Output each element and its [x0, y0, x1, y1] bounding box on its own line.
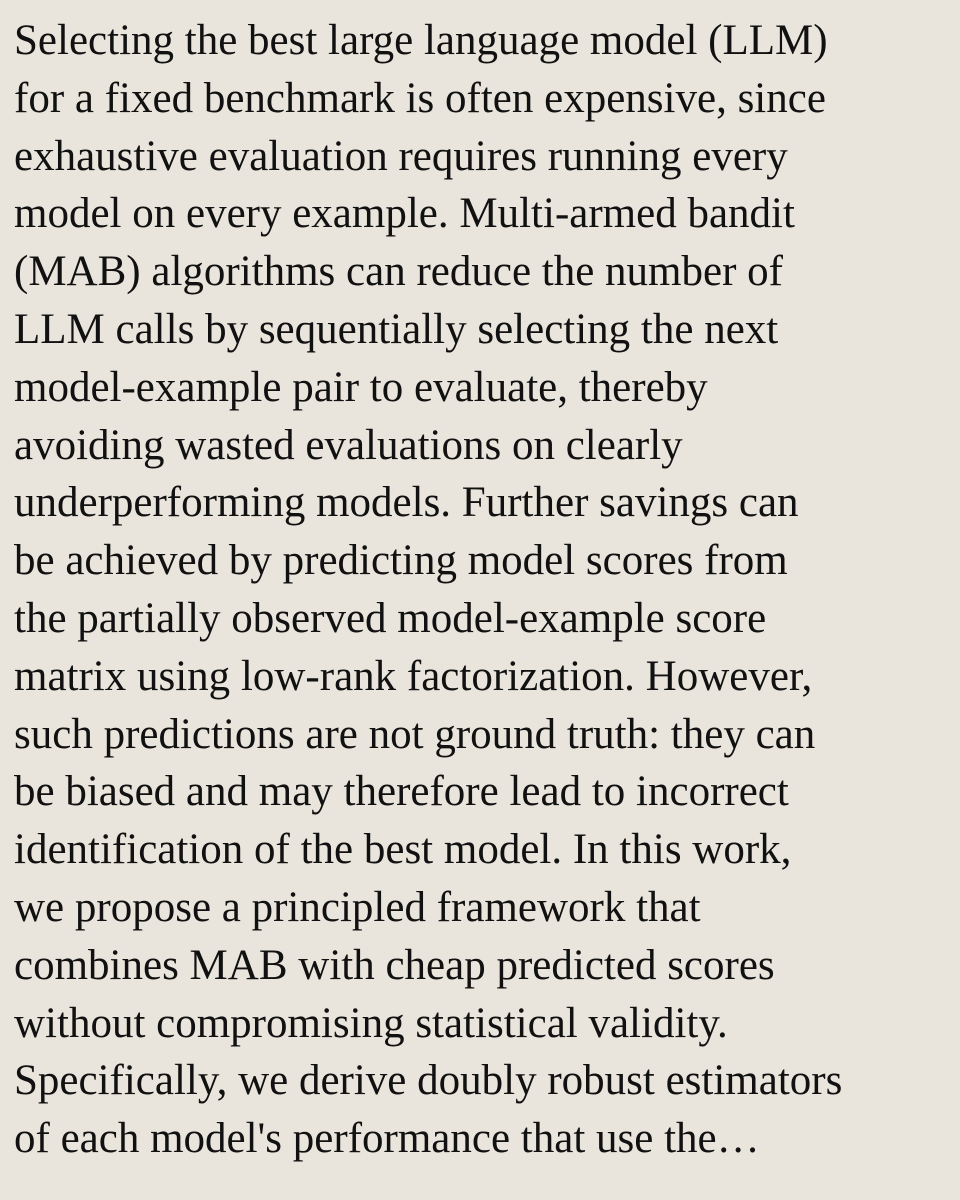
- text-line: Selecting the best large language model (LLM): [14, 17, 828, 64]
- text-line: for a fixed benchmark is often expensive, since: [14, 74, 826, 122]
- text-line: be biased and may therefore lead to incorrect: [14, 768, 789, 816]
- text-line: LLM calls by sequentially selecting the next: [14, 305, 779, 353]
- text-line: combines MAB with cheap predicted scores: [14, 941, 775, 989]
- text-line: without compromising statistical validity.: [14, 999, 728, 1047]
- text-line: of each model's performance that use the…: [14, 1115, 760, 1163]
- text-line: underperforming models. Further savings can: [14, 479, 799, 527]
- text-line: we propose a principled framework that: [14, 883, 701, 931]
- text-line: Specifically, we derive doubly robust estimators: [14, 1057, 843, 1105]
- text-line: avoiding wasted evaluations on clearly: [14, 421, 683, 469]
- abstract-text: [14, 12, 960, 1168]
- text-line: exhaustive evaluation requires running every: [14, 132, 788, 180]
- text-line: such predictions are not ground truth: they can: [14, 710, 816, 758]
- text-line: be achieved by predicting model scores from: [14, 537, 788, 585]
- text-line: model on every example. Multi-armed bandit: [14, 190, 795, 238]
- text-line: model-example pair to evaluate, thereby: [14, 363, 708, 411]
- text-line: the partially observed model-example score: [14, 594, 767, 642]
- text-line: matrix using low-rank factorization. However,: [14, 652, 813, 700]
- text-line: identification of the best model. In this work,: [14, 826, 792, 874]
- text-line: (MAB) algorithms can reduce the number of: [14, 248, 783, 296]
